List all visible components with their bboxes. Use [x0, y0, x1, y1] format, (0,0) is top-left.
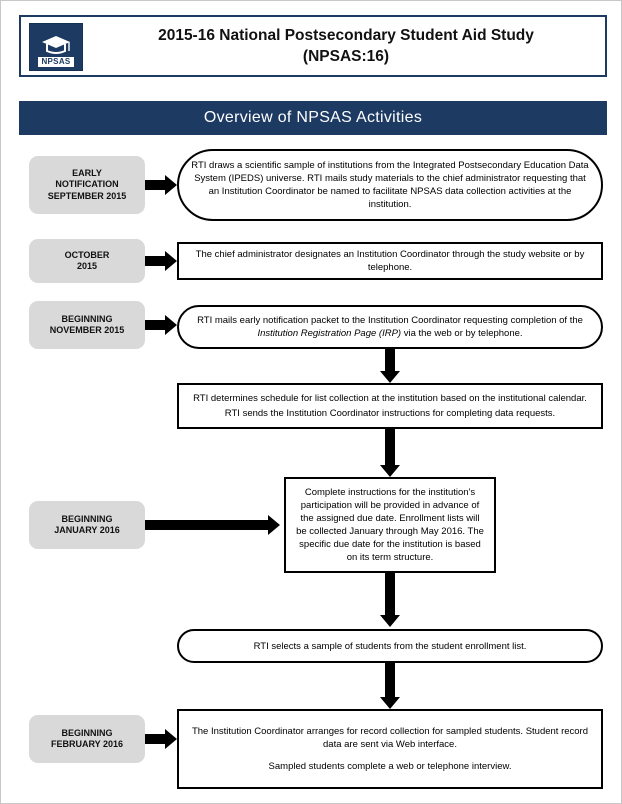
date-line-3: SEPTEMBER 2015	[47, 190, 127, 201]
npsas-logo-label: NPSAS	[38, 57, 73, 67]
connector-step5-to-step6	[380, 573, 400, 627]
step-text-line1: RTI determines schedule for list collection at the institution based on the institutional calendar.	[193, 393, 587, 404]
step-text-after: via the web or by telephone.	[401, 328, 523, 339]
npsas-logo	[29, 23, 83, 71]
step-designate-coordinator	[177, 242, 603, 280]
document-header	[19, 15, 607, 77]
date-line-1: BEGINNING	[61, 727, 113, 738]
arrow-to-step-3	[145, 315, 177, 335]
step-text-before: RTI mails early notification packet to the Institution Coordinator requesting completion of the	[197, 315, 583, 326]
step-sample-institutions	[177, 149, 603, 221]
date-line-2: 2015	[76, 261, 98, 271]
step-text-line1: The Institution Coordinator arranges for record collection for sampled students. Student record data are sent via Web interface.	[191, 726, 589, 750]
page-title	[91, 25, 601, 67]
step-list-collection-schedule	[177, 383, 603, 429]
date-line-2: FEBRUARY 2016	[50, 739, 124, 749]
step-early-notification-packet	[177, 305, 603, 349]
step-record-collection	[177, 709, 603, 789]
arrow-to-step-7	[145, 729, 177, 749]
date-line-2: JANUARY 2016	[54, 525, 120, 535]
step-text: Complete instructions for the institution's participation will be provided in advance of the assigned due date. Enrollment lists will be collected January through May 2016. The specific due date for the institution is based on its term structure.	[296, 487, 484, 563]
date-pill-beginning-february-2016	[29, 715, 145, 763]
date-pill-october-2015	[29, 239, 145, 283]
date-line-1: BEGINNING	[61, 513, 113, 524]
date-line-1: EARLY	[72, 167, 102, 178]
date-pill-early-notification-september-2015	[29, 156, 145, 214]
connector-step6-to-step7	[380, 663, 400, 709]
date-pill-beginning-january-2016	[29, 501, 145, 549]
step-text-line2: Sampled students complete a web or telephone interview.	[268, 761, 512, 772]
graduation-cap-icon	[41, 34, 71, 57]
arrow-to-step-2	[145, 251, 177, 271]
step-text: RTI draws a scientific sample of institutions from the Integrated Postsecondary Education Data System (IPEDS) universe. RTI mails study materials to the chief administrator requesting that an Institution Coordinator be named to facilitate NPSAS data collection activities at the institution.	[191, 160, 589, 210]
page-title-line1: 2015-16 National Postsecondary Student Aid Study	[158, 27, 534, 44]
step-text: RTI selects a sample of students from the student enrollment list.	[253, 640, 527, 652]
date-line-1: BEGINNING	[61, 313, 113, 324]
page-title-line2: (NPSAS:16)	[302, 48, 390, 65]
step-text: The chief administrator designates an Institution Coordinator through the study website or by telephone.	[195, 249, 585, 273]
arrow-to-step-5	[145, 515, 280, 535]
arrow-to-step-1	[145, 175, 177, 195]
date-line-1: OCTOBER	[64, 249, 110, 260]
date-line-2: NOVEMBER 2015	[49, 325, 125, 335]
irp-term: Institution Registration Page (IRP)	[257, 328, 402, 339]
step-select-student-sample	[177, 629, 603, 663]
step-participation-instructions	[284, 477, 496, 573]
date-pill-beginning-november-2015	[29, 301, 145, 349]
step-text	[189, 314, 591, 340]
step-text-line2: RTI sends the Institution Coordinator instructions for completing data requests.	[224, 408, 556, 419]
date-line-2: NOTIFICATION	[55, 179, 119, 190]
section-banner: Overview of NPSAS Activities	[19, 101, 607, 135]
connector-step3-to-step4	[380, 349, 400, 383]
connector-step4-to-step5	[380, 429, 400, 477]
